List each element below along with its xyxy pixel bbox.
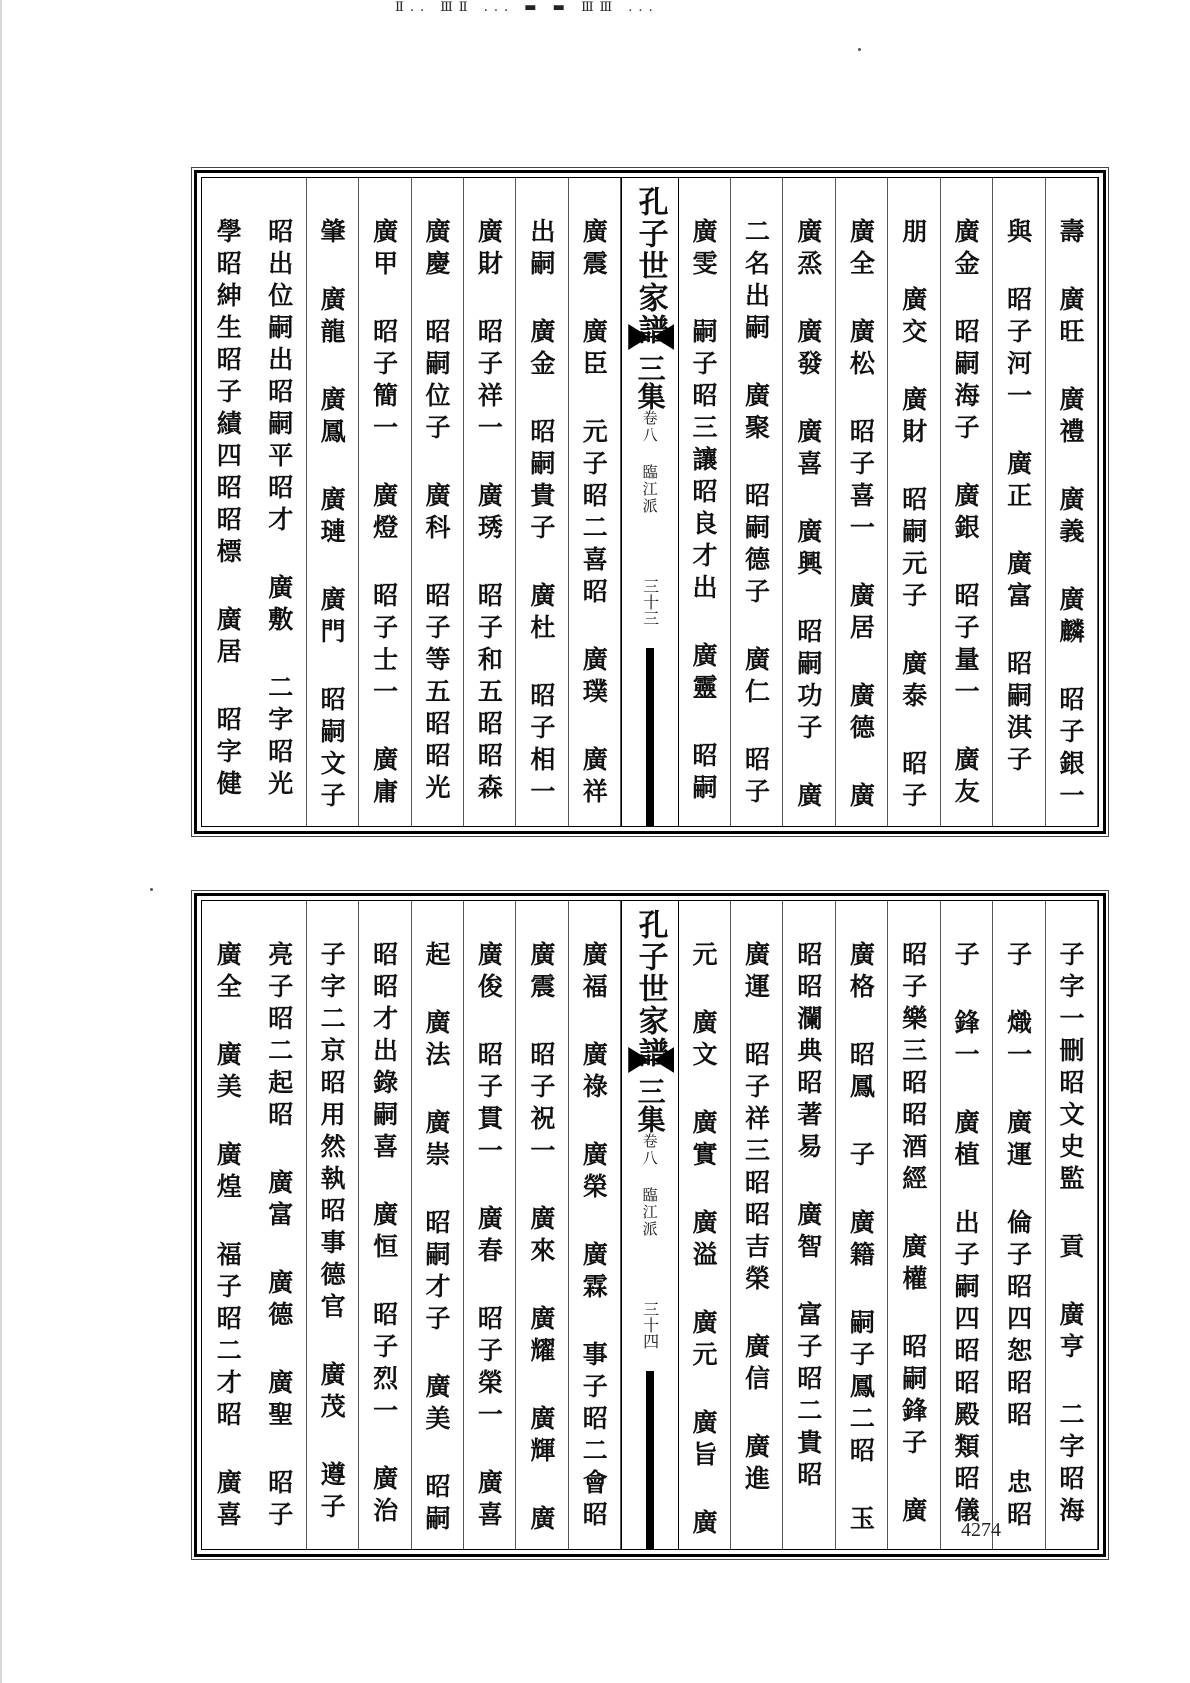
text-column: 亮子昭二起昭 廣富 廣德 廣聖 昭子 xyxy=(254,901,306,1549)
text-column: 廣俊 昭子貫一 廣春 昭子榮一 廣喜 xyxy=(464,901,516,1549)
text-column: 廣雯 嗣子昭三讓昭良才出 廣靈 昭嗣 xyxy=(679,178,731,826)
text-column: 廣財 昭子祥一 廣琇 昭子和五昭昭森 xyxy=(464,178,516,826)
spine-subtitle: 卷八 臨江派 xyxy=(640,1133,659,1238)
text-column: 廣甲 昭子簡一 廣燈 昭子士一 廣庸 xyxy=(359,178,411,826)
top-page-frame xyxy=(201,177,1099,827)
text-column: 廣金 昭嗣海子 廣銀 昭子量一 廣友 xyxy=(941,178,993,826)
bottom-page-frame xyxy=(201,900,1099,1550)
text-column: 廣慶 昭嗣位子 廣科 昭子等五昭昭光 xyxy=(412,178,464,826)
text-column: 學昭紳生昭子績四昭昭標 廣居 昭字健 xyxy=(213,218,243,802)
text-column: 廣全 廣美 廣煌 福子昭二才昭 廣喜 xyxy=(213,941,243,1533)
text-column: 朋 廣交 廣財 昭嗣元子 廣泰 昭子 xyxy=(888,178,940,826)
text-column: 子 鋒一 廣植 出子嗣四昭昭殿類昭儀 xyxy=(941,901,993,1549)
text-column: 二名出嗣 廣聚 昭嗣德子 廣仁 昭子 xyxy=(731,178,783,826)
spine-bar xyxy=(646,648,654,826)
text-column: 昭昭瀾典昭著易 廣智 富子昭二貴昭 xyxy=(783,901,835,1549)
text-column: 子字一刪昭文史監 貢 廣亨 二字昭海 xyxy=(1046,901,1098,1549)
text-column: 廣運 昭子祥三昭昭吉榮 廣信 廣進 xyxy=(731,901,783,1549)
text-column: 壽 廣旺 廣禮 廣義 廣麟 昭子銀一 xyxy=(1046,178,1098,826)
text-column: 昭昭才出錄嗣喜 廣恒 昭子烈一 廣治 xyxy=(359,901,411,1549)
text-column: 子字二京昭用然執昭事德官 廣茂 遵子 xyxy=(307,901,359,1549)
spine-subtitle: 卷八 臨江派 xyxy=(640,410,659,515)
spine-volume: 三集 xyxy=(633,1077,667,1133)
spine-bar xyxy=(646,1371,654,1549)
text-column: 廣格 昭鳳 子 廣籍 嗣子鳳二昭 玉 xyxy=(836,901,888,1549)
text-column: 肇 廣龍 廣鳳 廣璉 廣門 昭嗣文子 xyxy=(307,178,359,826)
book-spine xyxy=(621,901,678,1549)
spine-title: 孔子世家譜 xyxy=(632,186,668,346)
bottom-page-columns xyxy=(202,901,1098,1549)
bottom-page xyxy=(194,893,1106,1557)
book-spine xyxy=(621,178,678,826)
text-column: 子 熾一 廣運 倫子昭四恕昭昭 忠昭 xyxy=(993,901,1045,1549)
speck xyxy=(150,888,153,891)
text-column: 出嗣 廣金 昭嗣貴子 廣杜 昭子相一 xyxy=(516,178,568,826)
spine-volume: 三集 xyxy=(633,354,667,410)
speck xyxy=(858,48,861,51)
text-column: 昭出位嗣出昭嗣平昭才 廣敷 二字昭光 xyxy=(254,178,306,826)
text-column: 元 廣文 廣實 廣溢 廣元 廣旨 廣 xyxy=(679,901,731,1549)
text-column: 昭子樂三昭昭酒經 廣權 昭嗣鋒子 廣 xyxy=(888,901,940,1549)
text-column: 廣震 昭子祝一 廣來 廣耀 廣輝 廣 xyxy=(516,901,568,1549)
top-page-columns xyxy=(202,178,1098,826)
spine-title: 孔子世家譜 xyxy=(632,909,668,1069)
text-column: 廣烝 廣發 廣喜 廣興 昭嗣功子 廣 xyxy=(783,178,835,826)
text-column: 與 昭子河一 廣正 廣富 昭嗣淇子 xyxy=(993,178,1045,826)
header-noise: Ⅱ.. ⅢⅡ ... ▬ ▬ ⅢⅢ ... xyxy=(395,0,659,14)
text-column: 起 廣法 廣崇 昭嗣才子 廣美 昭嗣 xyxy=(412,901,464,1549)
text-column: 廣福 廣祿 廣榮 廣霖 事子昭二會昭 xyxy=(569,901,621,1549)
text-column: 廣全 廣松 昭子喜一 廣居 廣德 廣 xyxy=(836,178,888,826)
text-column: 廣震 廣臣 元子昭二喜昭 廣璞 廣祥 xyxy=(569,178,621,826)
page-number: 4274 xyxy=(961,1519,1001,1541)
top-page xyxy=(194,170,1106,834)
spine-leaf-number: 三十四 xyxy=(640,1301,660,1349)
scan-edge xyxy=(0,0,2,1683)
spine-leaf-number: 三十三 xyxy=(640,578,660,626)
